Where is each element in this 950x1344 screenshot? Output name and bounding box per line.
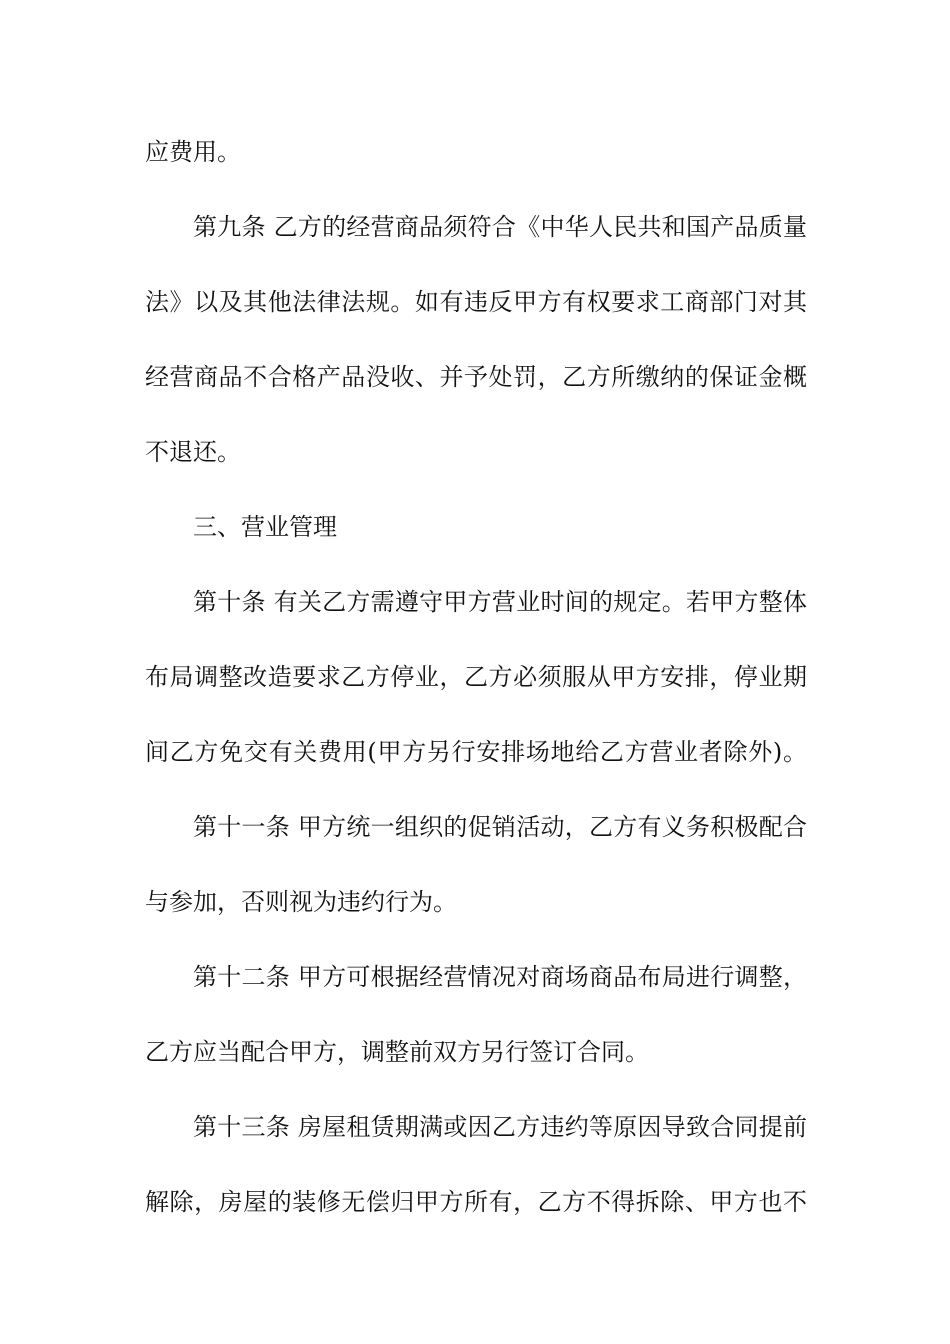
text-line: 与参加，否则视为违约行为。: [145, 888, 457, 916]
section-heading: 三、营业管理: [193, 513, 337, 541]
text-line: 布局调整改造要求乙方停业，乙方必须服从甲方安排，停业期: [145, 663, 807, 691]
text-line: 解除，房屋的装修无偿归甲方所有，乙方不得拆除、甲方也不: [145, 1188, 807, 1216]
text-line: 应费用。: [145, 138, 241, 166]
text-line: 经营商品不合格产品没收、并予处罚，乙方所缴纳的保证金概: [145, 363, 807, 391]
text-line: 不退还。: [145, 438, 241, 466]
article-12-heading-line: 第十二条 甲方可根据经营情况对商场商品布局进行调整，: [193, 963, 807, 991]
article-13-heading-line: 第十三条 房屋租赁期满或因乙方违约等原因导致合同提前: [193, 1113, 807, 1141]
text-line: 间乙方免交有关费用(甲方另行安排场地给乙方营业者除外)。: [145, 738, 807, 766]
text-line: 法》以及其他法律法规。如有违反甲方有权要求工商部门对其: [145, 288, 807, 316]
article-9-heading-line: 第九条 乙方的经营商品须符合《中华人民共和国产品质量: [193, 213, 807, 241]
text-line: 乙方应当配合甲方，调整前双方另行签订合同。: [145, 1038, 649, 1066]
article-10-heading-line: 第十条 有关乙方需遵守甲方营业时间的规定。若甲方整体: [193, 588, 807, 616]
article-11-heading-line: 第十一条 甲方统一组织的促销活动，乙方有义务积极配合: [193, 813, 807, 841]
